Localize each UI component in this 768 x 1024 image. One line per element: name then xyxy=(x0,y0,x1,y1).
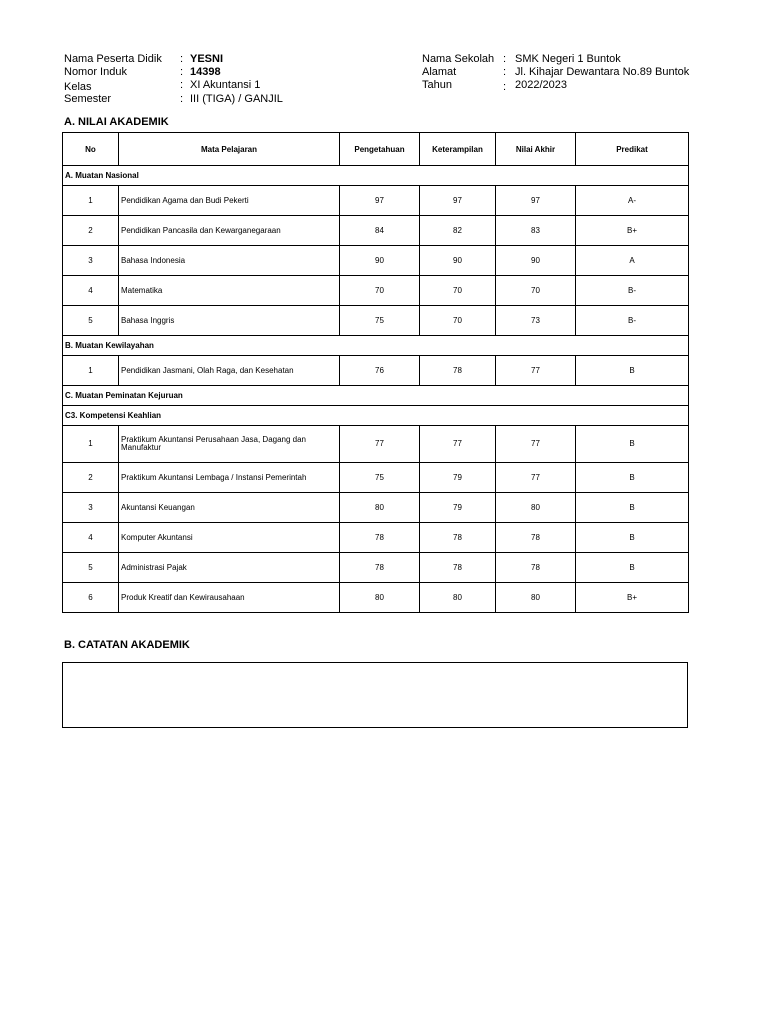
grades-table xyxy=(62,132,689,613)
row-nilai-akhir: 90 xyxy=(496,246,576,276)
table-row xyxy=(63,553,689,583)
colon: : xyxy=(180,79,184,91)
row-nilai-akhir: 73 xyxy=(496,306,576,336)
row-nilai-akhir: 78 xyxy=(496,553,576,583)
row-predikat: A xyxy=(576,246,689,276)
header-keterampilan: Keterampilan xyxy=(420,133,496,166)
student-class-label: Kelas xyxy=(64,81,92,93)
row-nilai-akhir: 77 xyxy=(496,426,576,463)
header-nilai-akhir: Nilai Akhir xyxy=(496,133,576,166)
row-subject: Matematika xyxy=(119,276,340,306)
row-keterampilan: 90 xyxy=(420,246,496,276)
row-no: 1 xyxy=(63,186,119,216)
table-row xyxy=(63,216,689,246)
row-pengetahuan: 75 xyxy=(340,306,420,336)
row-pengetahuan: 78 xyxy=(340,523,420,553)
row-predikat: B xyxy=(576,553,689,583)
row-keterampilan: 79 xyxy=(420,493,496,523)
group-title: B. Muatan Kewilayahan xyxy=(63,336,689,356)
row-no: 5 xyxy=(63,306,119,336)
table-row xyxy=(63,356,689,386)
colon: : xyxy=(180,53,184,65)
table-row xyxy=(63,493,689,523)
row-predikat: B xyxy=(576,426,689,463)
student-name-label: Nama Peserta Didik xyxy=(64,53,162,65)
row-subject: Pendidikan Pancasila dan Kewarganegaraan xyxy=(119,216,340,246)
school-year: 2022/2023 xyxy=(515,79,567,91)
row-keterampilan: 78 xyxy=(420,356,496,386)
student-semester: III (TIGA) / GANJIL xyxy=(190,93,283,105)
row-pengetahuan: 70 xyxy=(340,276,420,306)
academic-notes-box xyxy=(62,662,688,728)
row-subject: Praktikum Akuntansi Perusahaan Jasa, Dagang dan Manufaktur xyxy=(119,426,340,463)
colon: : xyxy=(180,93,184,105)
student-name: YESNI xyxy=(190,53,224,65)
table-row xyxy=(63,463,689,493)
row-predikat: B xyxy=(576,356,689,386)
table-row xyxy=(63,426,689,463)
row-predikat: B+ xyxy=(576,583,689,613)
school-info xyxy=(422,53,722,98)
grades-body xyxy=(63,166,689,613)
row-nilai-akhir: 97 xyxy=(496,186,576,216)
row-nilai-akhir: 80 xyxy=(496,493,576,523)
student-info xyxy=(64,53,394,109)
row-keterampilan: 70 xyxy=(420,306,496,336)
row-keterampilan: 78 xyxy=(420,553,496,583)
school-name-label: Nama Sekolah xyxy=(422,53,495,65)
row-subject: Komputer Akuntansi xyxy=(119,523,340,553)
colon: : xyxy=(503,81,507,93)
group-title: A. Muatan Nasional xyxy=(63,166,689,186)
row-predikat: B xyxy=(576,493,689,523)
row-subject: Bahasa Inggris xyxy=(119,306,340,336)
row-no: 4 xyxy=(63,276,119,306)
row-predikat: B xyxy=(576,523,689,553)
row-no: 3 xyxy=(63,246,119,276)
row-subject: Bahasa Indonesia xyxy=(119,246,340,276)
row-pengetahuan: 75 xyxy=(340,463,420,493)
row-keterampilan: 70 xyxy=(420,276,496,306)
row-nilai-akhir: 78 xyxy=(496,523,576,553)
row-nilai-akhir: 80 xyxy=(496,583,576,613)
row-subject: Pendidikan Agama dan Budi Pekerti xyxy=(119,186,340,216)
row-predikat: B- xyxy=(576,276,689,306)
row-nilai-akhir: 83 xyxy=(496,216,576,246)
row-nilai-akhir: 77 xyxy=(496,356,576,386)
row-pengetahuan: 78 xyxy=(340,553,420,583)
header-no: No xyxy=(63,133,119,166)
row-pengetahuan: 97 xyxy=(340,186,420,216)
row-keterampilan: 78 xyxy=(420,523,496,553)
row-pengetahuan: 90 xyxy=(340,246,420,276)
table-header-row xyxy=(63,133,689,166)
group-header-row xyxy=(63,386,689,406)
table-row xyxy=(63,523,689,553)
row-no: 1 xyxy=(63,356,119,386)
row-no: 5 xyxy=(63,553,119,583)
student-semester-label: Semester xyxy=(64,93,112,105)
table-row xyxy=(63,186,689,216)
row-pengetahuan: 76 xyxy=(340,356,420,386)
row-predikat: B xyxy=(576,463,689,493)
school-name: SMK Negeri 1 Buntok xyxy=(515,53,621,65)
school-address: Jl. Kihajar Dewantara No.89 Buntok xyxy=(515,66,690,78)
row-keterampilan: 97 xyxy=(420,186,496,216)
row-keterampilan: 80 xyxy=(420,583,496,613)
header-predikat: Predikat xyxy=(576,133,689,166)
row-pengetahuan: 80 xyxy=(340,493,420,523)
row-no: 6 xyxy=(63,583,119,613)
header-subject: Mata Pelajaran xyxy=(119,133,340,166)
row-subject: Pendidikan Jasmani, Olah Raga, dan Kesehatan xyxy=(119,356,340,386)
row-pengetahuan: 84 xyxy=(340,216,420,246)
row-predikat: B+ xyxy=(576,216,689,246)
colon: : xyxy=(503,66,507,78)
table-row xyxy=(63,306,689,336)
row-pengetahuan: 80 xyxy=(340,583,420,613)
row-subject: Akuntansi Keuangan xyxy=(119,493,340,523)
school-address-label: Alamat xyxy=(422,66,457,78)
group-header-row xyxy=(63,406,689,426)
row-nilai-akhir: 70 xyxy=(496,276,576,306)
section-a-title: A. NILAI AKADEMIK xyxy=(64,116,169,128)
row-no: 2 xyxy=(63,216,119,246)
colon: : xyxy=(503,53,507,65)
row-predikat: A- xyxy=(576,186,689,216)
row-predikat: B- xyxy=(576,306,689,336)
group-header-row xyxy=(63,166,689,186)
table-row xyxy=(63,583,689,613)
row-pengetahuan: 77 xyxy=(340,426,420,463)
group-header-row xyxy=(63,336,689,356)
student-nis: 14398 xyxy=(190,66,221,78)
row-subject: Produk Kreatif dan Kewirausahaan xyxy=(119,583,340,613)
row-keterampilan: 82 xyxy=(420,216,496,246)
group-title: C3. Kompetensi Keahlian xyxy=(63,406,689,426)
student-class: XI Akuntansi 1 xyxy=(190,79,261,91)
row-no: 3 xyxy=(63,493,119,523)
colon: : xyxy=(180,66,184,78)
school-year-label: Tahun xyxy=(422,79,452,91)
row-subject: Administrasi Pajak xyxy=(119,553,340,583)
row-keterampilan: 79 xyxy=(420,463,496,493)
row-nilai-akhir: 77 xyxy=(496,463,576,493)
row-no: 1 xyxy=(63,426,119,463)
table-row xyxy=(63,276,689,306)
group-title: C. Muatan Peminatan Kejuruan xyxy=(63,386,689,406)
section-b-title: B. CATATAN AKADEMIK xyxy=(64,639,190,651)
row-subject: Praktikum Akuntansi Lembaga / Instansi Pemerintah xyxy=(119,463,340,493)
row-keterampilan: 77 xyxy=(420,426,496,463)
student-nis-label: Nomor Induk xyxy=(64,66,127,78)
row-no: 2 xyxy=(63,463,119,493)
row-no: 4 xyxy=(63,523,119,553)
table-row xyxy=(63,246,689,276)
header-pengetahuan: Pengetahuan xyxy=(340,133,420,166)
